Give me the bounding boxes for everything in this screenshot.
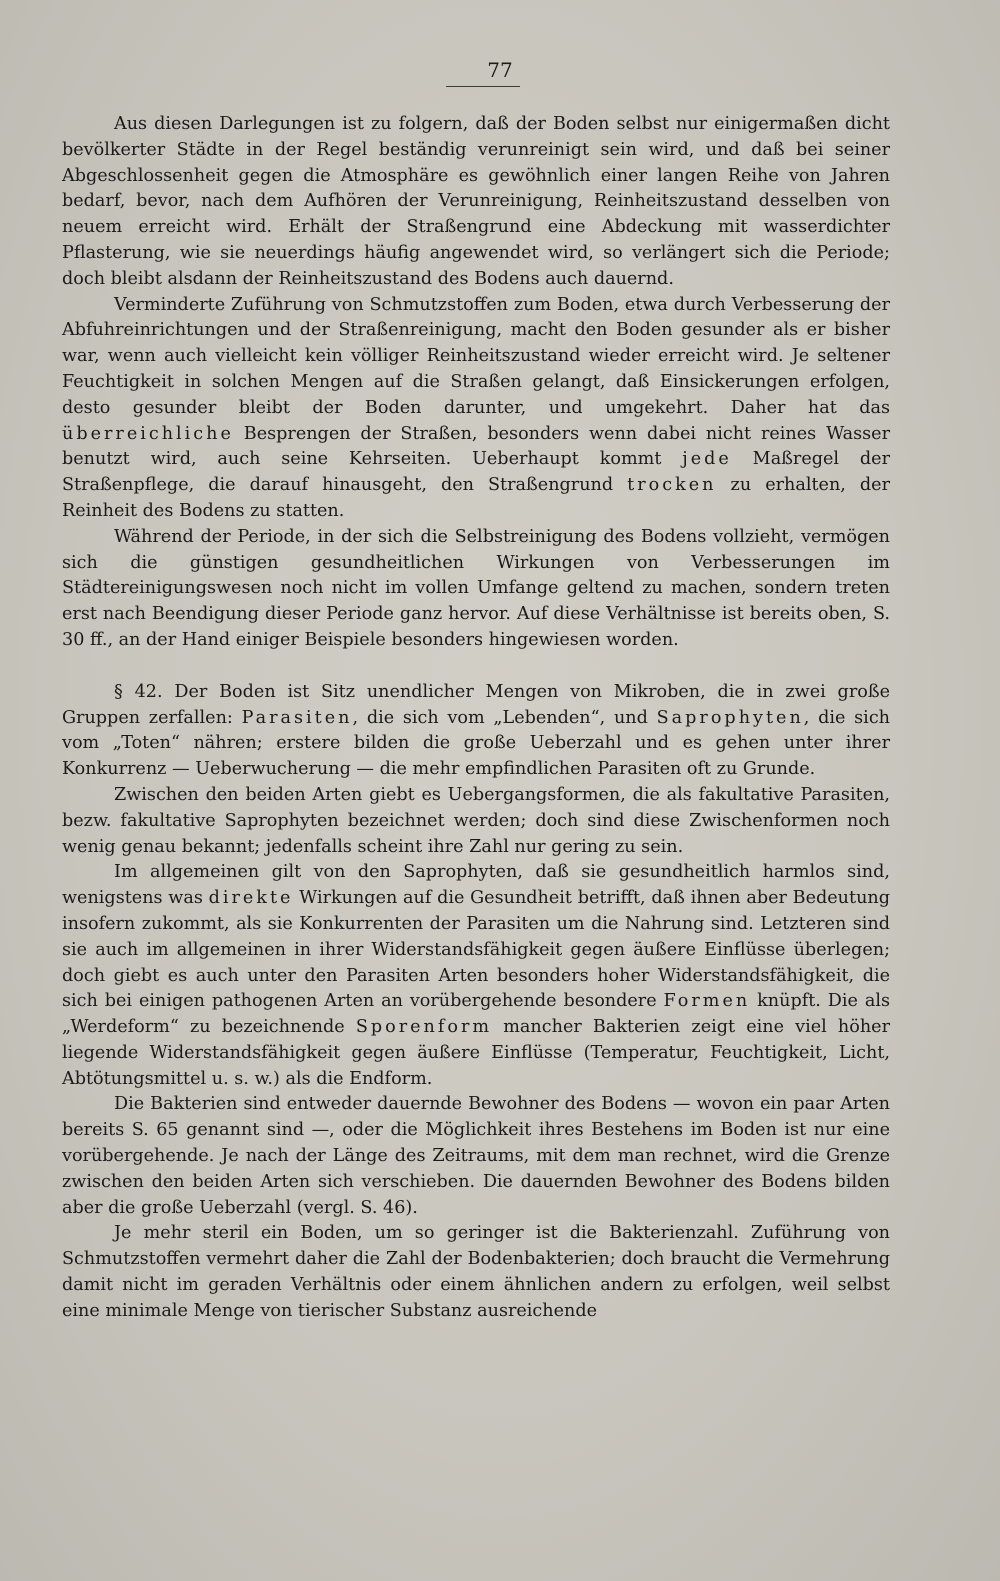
- emphasis-text: Sporenform: [355, 1017, 493, 1038]
- emphasis-text: überreichliche: [62, 423, 234, 444]
- page-number-rule: [446, 86, 520, 87]
- paragraph-sterile-soil: Je mehr steril ein Boden, um so geringer ist die Bakterienzahl. Zuführung von Schmutzstoffen vermehrt daher die Zahl der Bodenbakterien; doch braucht die Vermehrung damit nicht im geraden Verhältnis oder einem ähnlichen andern zu erfolgen, weil selbst eine minimale Menge von tierischer Substanz ausreichende: [62, 1223, 890, 1321]
- paragraph-transitional-forms: Zwischen den beiden Arten giebt es Uebergangsformen, die als fakultative Parasiten, bezw. fakultative Saprophyten bezeichnet werden; doch sind diese Zwischenformen noch wenig genau bekannt; jedenfalls scheint ihre Zahl nur gering zu sein.: [62, 784, 890, 857]
- paragraph-conclusion: Aus diesen Darlegungen ist zu folgern, daß der Boden selbst nur einigermaßen dicht bevölkerter Städte in der Regel beständig verunreinigt sein wird, und daß bei seiner Abgeschlossenheit gegen die Atmosphäre es gewöhnlich einer langen Reihe von Jahren bedarf, bevor, nach dem Aufhören der Verunreinigung, Reinheitszustand desselben von neuem erreicht wird. Erhält der Straßengrund eine Abdeckung mit wasserdichter Pflasterung, wie sie neuerdings häufig angewendet wird, so verlängert sich die Periode; doch bleibt alsdann der Reinheitszustand des Bodens auch dauernd.: [62, 114, 890, 289]
- emphasis-text: jede: [682, 449, 732, 470]
- page-number: 77: [487, 58, 513, 82]
- paragraph-self-cleaning: Während der Periode, in der sich die Selbstreinigung des Bodens vollzieht, vermögen sich die günstigen gesundheitlichen Wirkungen von Verbesserungen im Städtereinigungswesen noch nicht im vollen Umfange geltend zu machen, sondern treten erst nach Beendigung dieser Periode ganz hervor. Auf diese Verhältnisse ist bereits oben, S. 30 ff., an der Hand einiger Beispiele besonders hingewiesen worden.: [62, 526, 890, 650]
- emphasis-text: direkte: [208, 888, 294, 909]
- paragraph-saprophytes: Im allgemeinen gilt von den Saprophyten, daß sie gesundheitlich harmlos sind, wenigstens was direkte Wirkungen auf die Gesundheit betrifft, daß ihnen aber Bedeutung insofern zukommt, als sie Konkurrenten der Parasiten um die Nahrung sind. Letzteren sind sie auch im allgemeinen in ihrer Widerstandsfähigkeit gegen äußere Einflüsse überlegen; doch giebt es auch unter den Parasiten Arten besonders hoher Widerstandsfähigkeit, die sich bei einigen pathogenen Arten an vorübergehende besondere Formen knüpft. Die als „Werdeform“ zu bezeichnende Sporenform mancher Bakterien zeigt eine viel höher liegende Widerstandsfähigkeit gegen äußere Einflüsse (Temperatur, Feuchtigkeit, Licht, Abtötungsmittel u. s. w.) als die Endform.: [62, 862, 891, 1089]
- paragraph-reduced-pollution: Verminderte Zuführung von Schmutzstoffen zum Boden, etwa durch Verbesserung der Abfuhreinrichtungen und der Straßenreinigung, macht den Boden gesunder als er bisher war, wenn auch vielleicht kein völliger Reinheitszustand wieder erreicht wird. Je seltener Feuchtigkeit in solchen Mengen auf die Straßen gelangt, daß Einsickerungen erfolgen, desto gesunder bleibt der Boden darunter, und umgekehrt. Daher hat das überreichliche Besprengen der Straßen, besonders wenn dabei nicht reines Wasser benutzt wird, auch seine Kehrseiten. Ueberhaupt kommt jede Maßregel der Straßenpflege, die darauf hinausgeht, den Straßengrund trocken zu erhalten, der Reinheit des Bodens zu statten.: [62, 294, 890, 521]
- paragraph-bacteria-residents: Die Bakterien sind entweder dauernde Bewohner des Bodens — wovon ein paar Arten bereits S. 65 genannt sind —, oder die Möglichkeit ihres Bestehens im Boden ist nur eine vorübergehende. Je nach der Länge des Zeitraums, mit dem man rechnet, wird die Grenze zwischen den beiden Arten sich verschieben. Die dauernden Bewohner des Bodens bilden aber die große Ueberzahl (vergl. S. 46).: [62, 1094, 890, 1218]
- paragraph-section-42: § 42. Der Boden ist Sitz unendlicher Mengen von Mikroben, die in zwei große Gruppen zerfallen: Parasiten, die sich vom „Lebenden“, und Saprophyten, die sich vom „Toten“ nähren; erstere bilden die große Ueberzahl und es gehen unter ihrer Konkurrenz — Ueberwucherung — die mehr empfindlichen Parasiten oft zu Grunde.: [62, 681, 890, 780]
- emphasis-text: Parasiten: [241, 707, 353, 728]
- body-text: [62, 112, 890, 1325]
- emphasis-text: Formen: [663, 991, 751, 1012]
- emphasis-text: Saprophyten: [656, 707, 804, 728]
- emphasis-text: trocken: [627, 475, 717, 496]
